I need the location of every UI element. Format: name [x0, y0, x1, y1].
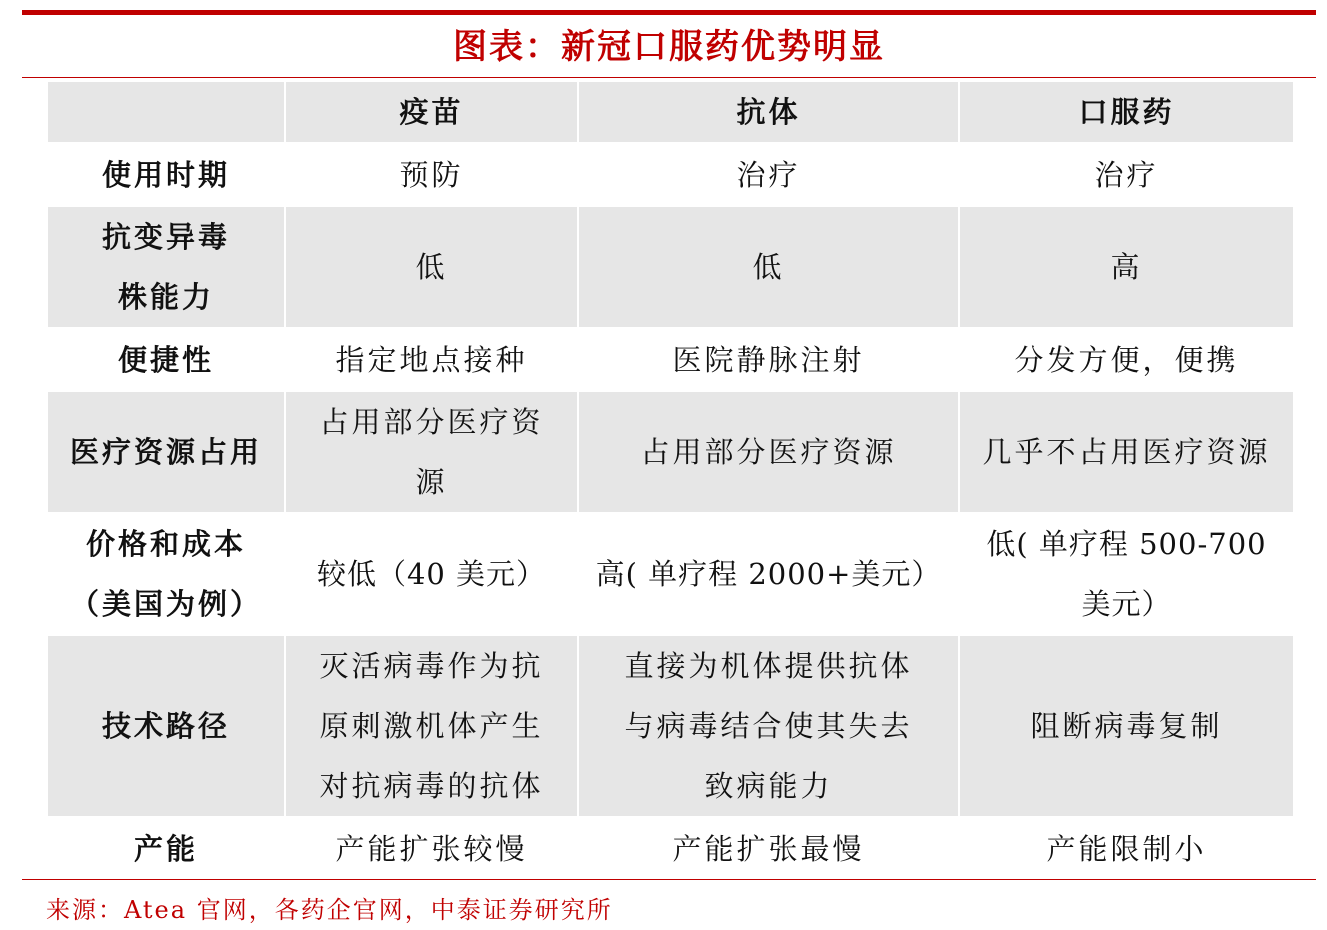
row-label: 便捷性 [47, 328, 285, 391]
table-cell: 低 [285, 206, 578, 328]
table-row [47, 817, 1294, 881]
table-cell: 产能扩张较慢 [285, 817, 578, 881]
row-label: 使用时期 [47, 143, 285, 206]
row-label: 技术路径 [47, 635, 285, 817]
header-antibody: 抗体 [578, 81, 959, 143]
table-cell: 低 [578, 206, 959, 328]
header-corner [47, 81, 285, 143]
table-cell: 占用部分医疗资源 [285, 391, 578, 513]
row-label: 抗变异毒株能力 [47, 206, 285, 328]
table-row [47, 635, 1294, 817]
header-vaccine: 疫苗 [285, 81, 578, 143]
table-cell: 几乎不占用医疗资源 [959, 391, 1294, 513]
table-row [47, 206, 1294, 328]
comparison-table [46, 80, 1295, 882]
source-note: 来源：Atea 官网，各药企官网，中泰证券研究所 [46, 896, 613, 924]
table-cell: 分发方便，便携 [959, 328, 1294, 391]
table-cell: 医院静脉注射 [578, 328, 959, 391]
page-title: 图表：新冠口服药优势明显 [453, 27, 885, 67]
table-cell: 指定地点接种 [285, 328, 578, 391]
table-header-row [47, 81, 1294, 143]
table-cell: 高 [959, 206, 1294, 328]
table-row [47, 391, 1294, 513]
table-cell: 占用部分医疗资源 [578, 391, 959, 513]
table-cell: 直接为机体提供抗体与病毒结合使其失去致病能力 [578, 635, 959, 817]
table-cell: 高( 单疗程 2000+美元） [578, 513, 959, 635]
row-label: 产能 [47, 817, 285, 881]
bottom-rule [22, 879, 1316, 880]
row-label: 医疗资源占用 [47, 391, 285, 513]
table-cell: 灭活病毒作为抗原刺激机体产生对抗病毒的抗体 [285, 635, 578, 817]
table-cell: 低( 单疗程 500-700 美元） [959, 513, 1294, 635]
table-cell: 阻断病毒复制 [959, 635, 1294, 817]
table-cell: 预防 [285, 143, 578, 206]
table-cell: 产能扩张最慢 [578, 817, 959, 881]
row-label: 价格和成本（美国为例） [47, 513, 285, 635]
table-cell: 较低（40 美元） [285, 513, 578, 635]
header-oral-drug: 口服药 [959, 81, 1294, 143]
table-cell: 治疗 [959, 143, 1294, 206]
table-row [47, 328, 1294, 391]
table-row [47, 513, 1294, 635]
top-rule [22, 10, 1316, 15]
table-row [47, 143, 1294, 206]
title-rule [22, 77, 1316, 78]
table-cell: 产能限制小 [959, 817, 1294, 881]
table-cell: 治疗 [578, 143, 959, 206]
